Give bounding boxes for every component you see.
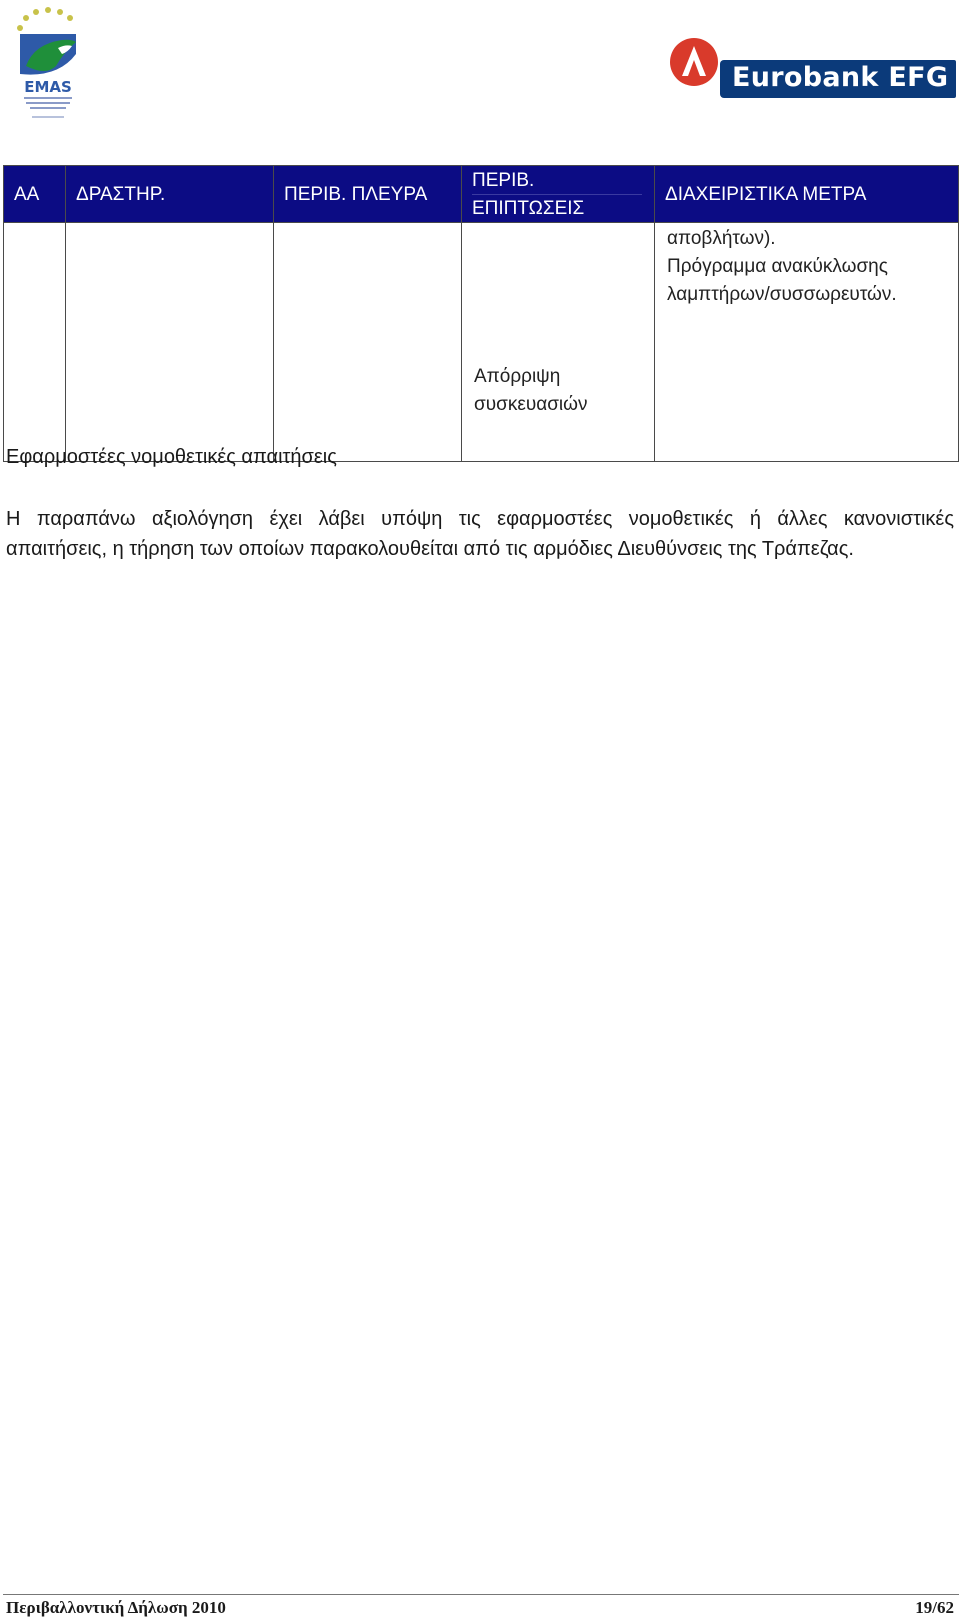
header-impacts-line1: ΠΕΡΙΒ.	[472, 169, 535, 191]
section-heading: Εφαρμοστέες νομοθετικές απαιτήσεις	[6, 446, 337, 468]
eurobank-wordmark	[720, 60, 956, 98]
environmental-aspects-table	[3, 165, 959, 462]
impact-line2: συσκευασιών	[474, 394, 588, 415]
footer-divider	[3, 1594, 959, 1595]
bank-logo-text: Eurobank EFG	[732, 62, 949, 93]
footer-page-number: 19/62	[915, 1598, 954, 1617]
emas-logo	[12, 4, 84, 128]
cell-activity	[66, 223, 274, 462]
paragraph-line2: απαιτήσεις, η τήρηση των οποίων παρακολουθείται από τις αρμόδιες Διευθύνσεις της Τράπεζας.	[6, 538, 854, 560]
emas-logo-text: EMAS	[24, 78, 72, 96]
measures-line3: λαμπτήρων/συσσωρευτών.	[667, 284, 897, 305]
header-impacts	[462, 166, 655, 223]
cell-aa	[4, 223, 66, 462]
measures-line1: αποβλήτων).	[667, 228, 776, 249]
eurobank-mark-icon	[668, 36, 728, 96]
header-activity: ΔΡΑΣΤΗΡ.	[66, 166, 274, 223]
eurobank-logo	[668, 36, 956, 102]
header-aa: AA	[4, 166, 66, 223]
cell-env-side	[274, 223, 462, 462]
impact-line1: Απόρριψη	[474, 366, 561, 387]
header-env-side: ΠΕΡΙΒ. ΠΛΕΥΡΑ	[274, 166, 462, 223]
measures-line2: Πρόγραμμα ανακύκλωσης	[667, 256, 888, 277]
cell-measures	[655, 223, 959, 462]
header-impacts-line2: ΕΠΙΠΤΩΣΕΙΣ	[472, 194, 642, 222]
footer-document-title: Περιβαλλοντική Δήλωση 2010	[6, 1598, 226, 1617]
cell-impact	[462, 223, 655, 462]
paragraph-line1: Η παραπάνω αξιολόγηση έχει λάβει υπόψη τις εφαρμοστέες νομοθετικές ή άλλες κανονιστικές	[6, 508, 954, 530]
table-row	[4, 223, 959, 462]
table-header-row	[4, 166, 959, 223]
header-measures: ΔΙΑΧΕΙΡΙΣΤΙΚΑ ΜΕΤΡΑ	[655, 166, 959, 223]
emas-logo-graphic	[12, 4, 84, 128]
section-paragraph	[6, 504, 954, 564]
